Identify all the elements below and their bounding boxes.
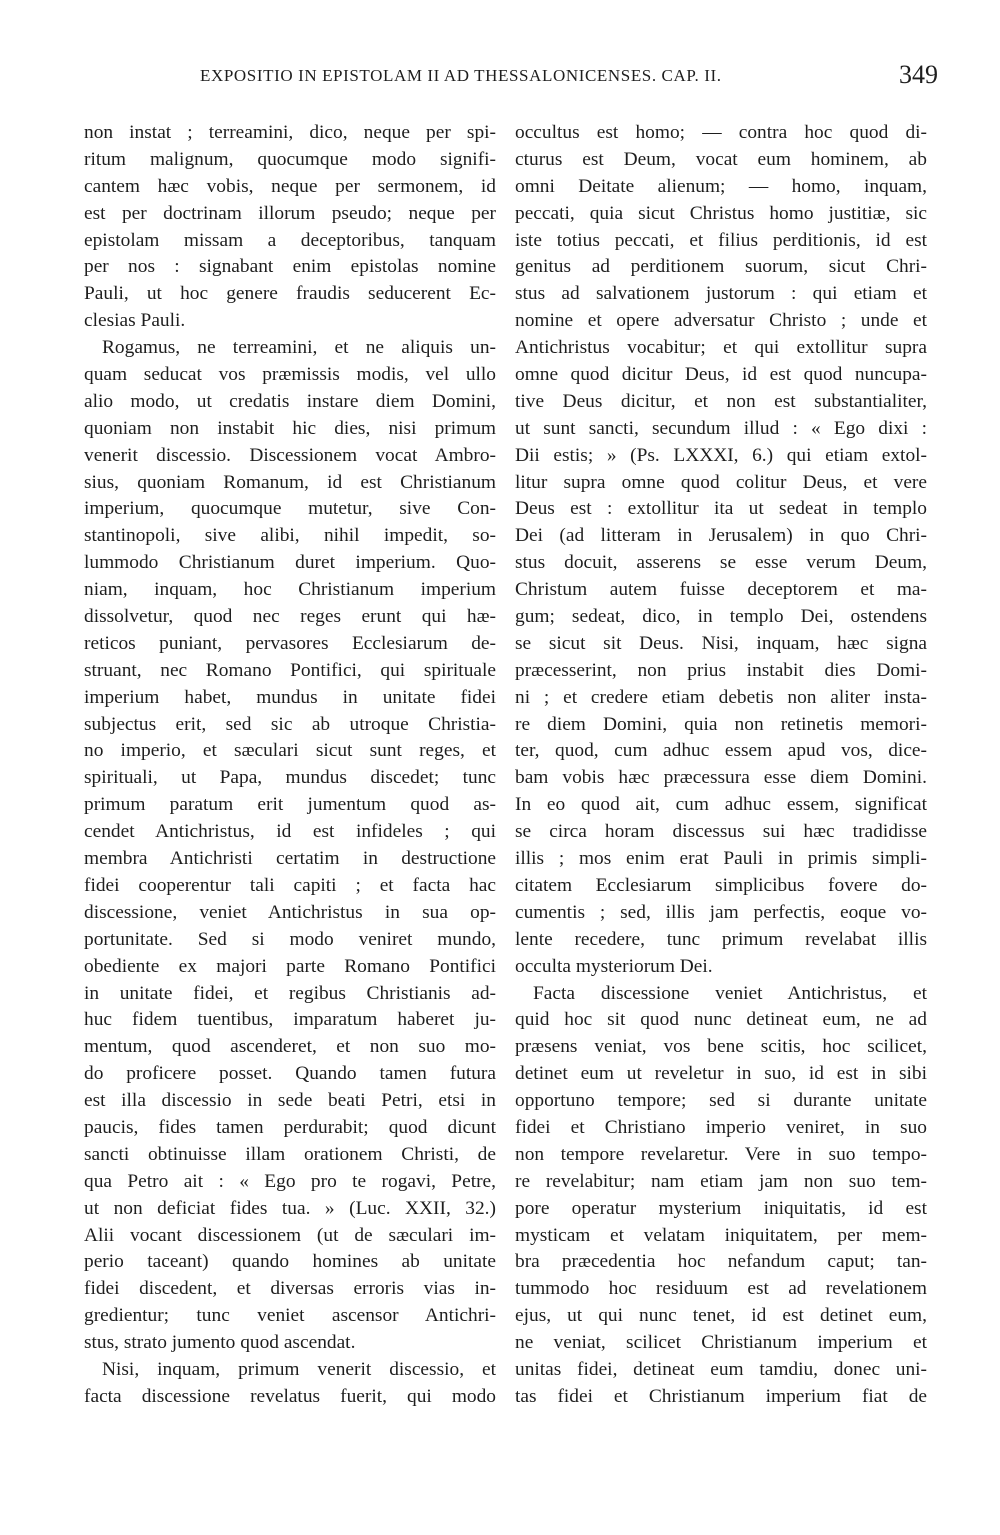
text-line: litur supra omne quod colitur Deus, et vere [515,471,927,493]
text-line: gredientur; tunc veniet ascensor Antichri- [84,1305,496,1327]
text-line: ni ; et credere etiam debetis non aliter insta- [515,686,927,708]
text-line: mysticam et velatam iniquitatem, per mem- [515,1224,927,1246]
text-line: stus, strato jumento quod ascendat. [84,1332,356,1354]
text-line: præcesserint, non prius instabit dies Domi- [515,659,927,681]
text-line: quid hoc sit quod nunc detineat eum, ne ad [515,1009,927,1031]
text-line: cantem hæc vobis, neque per sermonem, id [84,175,496,197]
text-line: stantinopoli, sive alibi, nihil impedit, so- [84,525,496,547]
text-line: Alii vocant discessionem (ut de sæculari im- [84,1224,496,1246]
text-line: est illa discessio in sede beati Petri, etsi in [84,1090,496,1112]
text-line: primum paratum erit jumentum quod as- [84,794,496,816]
text-line: genitus ad perditionem suorum, sicut Chri- [515,256,927,278]
text-line: omne quod dicitur Deus, id est quod nuncupa- [515,364,927,386]
text-line: peccati, quia sicut Christus homo justitiæ, sic [515,202,927,224]
text-line: se sicut sit Deus. Nisi, inquam, hæc signa [515,632,927,654]
text-line: cendet Antichristus, id est infideles ; qui [84,821,496,843]
text-line: lummodo Christianum duret imperium. Quo- [84,552,496,574]
text-line: fidei cooperentur tali capiti ; et facta hac [84,874,496,896]
text-line: tas fidei et Christianum imperium fiat de [515,1385,927,1407]
text-line: citatem Ecclesiarum simplicibus fovere do- [515,874,927,896]
text-line: ne veniat, scilicet Christianum imperium et [515,1332,927,1354]
text-line: gum; sedeat, dico, in templo Dei, ostendens [515,606,927,628]
text-line: cturus est Deum, vocat eum hominem, ab [515,148,927,170]
text-line: tive Deus dicitur, et non est substantialiter, [515,390,927,412]
text-line: spirituali, ut Papa, mundus discedet; tunc [84,767,496,789]
text-line: omni Deitate alienum; — homo, inquam, [515,175,927,197]
text-line: re revelabitur; nam etiam jam non suo tem- [515,1170,927,1192]
text-line: detinet eum ut reveletur in suo, id est in sibi [515,1063,927,1085]
text-line: nomine et opere adversatur Christo ; unde et [515,310,927,332]
text-line: subjectus erit, sed sic ab utroque Christia- [84,713,496,735]
text-line: re diem Domini, quia non retinetis memori- [515,713,927,735]
text-line: obediente ex majori parte Romano Pontifici [84,955,496,977]
text-line: do proficere posset. Quando tamen futura [84,1063,496,1085]
text-line: paucis, fides tamen perdurabit; quod dicunt [84,1116,496,1138]
text-line: Nisi, inquam, primum venerit discessio, et [102,1358,496,1380]
text-line: ritum malignum, quocumque modo signifi- [84,148,496,170]
text-line: discessione, veniet Antichristus in sua op- [84,901,496,923]
text-line: fidei discedent, et diversas erroris vias in- [84,1278,496,1300]
text-line: no imperio, et sæculari sicut sunt reges, et [84,740,496,762]
text-line: Dei (ad litteram in Jerusalem) in quo Chri- [515,525,927,547]
text-line: fidei et Christiano imperio veniret, in suo [515,1116,927,1138]
text-line: Facta discessione veniet Antichristus, et [533,982,927,1004]
text-line: bam vobis hæc præcessura esse diem Domini. [515,767,927,789]
text-line: per nos : signabant enim epistolas nomine [84,256,496,278]
text-line: se circa horam discessus sui hæc tradidisse [515,821,927,843]
text-line: sius, quoniam Romanum, id est Christianum [84,471,496,493]
text-line: cumentis ; sed, illis jam perfectis, eoque vo- [515,901,927,923]
text-line: reticos puniant, pervasores Ecclesiarum de- [84,632,496,654]
text-line: stus ad salvationem justorum : qui etiam et [515,283,927,305]
text-line: Christum autem fuisse deceptorem et ma- [515,579,927,601]
left-column [84,120,496,1411]
text-line: pore operatur mysterium iniquitatis, id est [515,1197,927,1219]
text-line: struant, nec Romano Pontifici, qui spirituale [84,659,496,681]
text-line: alio modo, ut credatis instare diem Domini, [84,390,496,412]
text-line: quam seducat vos præmissis modis, vel ullo [84,364,496,386]
text-line: stus docuit, asserens se esse verum Deum, [515,552,927,574]
text-line: sancti obtinuisse illam orationem Christi, de [84,1143,496,1165]
text-line: occulta mysteriorum Dei. [515,955,713,977]
text-line: ut sunt sancti, secundum illud : « Ego dixi : [515,417,927,439]
text-line: qua Petro ait : « Ego pro te rogavi, Petre, [84,1170,496,1192]
text-line: niam, inquam, hoc Christianum imperium [84,579,496,601]
text-line: illis ; mos enim erat Pauli in primis simpli- [515,848,927,870]
text-line: Deus est : extollitur ita ut sedeat in templo [515,498,927,520]
text-line: membra Antichristi certatim in destructione [84,848,496,870]
text-line: ut non deficiat fides tua. » (Luc. XXII, 32.) [84,1197,496,1219]
text-line: iste totius peccati, et filius perditionis, id est [515,229,927,251]
text-line: ter, quod, cum adhuc essem apud vos, dice- [515,740,927,762]
text-line: Rogamus, ne terreamini, et ne aliquis un- [102,337,496,359]
text-line: In eo quod ait, cum adhuc essem, significat [515,794,927,816]
text-line: præsens veniat, vos bene scitis, hoc scilicet, [515,1036,927,1058]
text-line: portunitate. Sed si modo veniret mundo, [84,928,496,950]
text-line: perio taceant) quando homines ab unitate [84,1251,496,1273]
text-line: imperium habet, mundus in unitate fidei [84,686,496,708]
page-number: 349 [899,60,938,89]
right-column [515,120,927,1411]
running-head: EXPOSITIO IN EPISTOLAM II AD THESSALONICENSES. CAP. II. [200,66,722,85]
text-line: quoniam non instabit hic dies, nisi primum [84,417,496,439]
text-line: facta discessione revelatus fuerit, qui modo [84,1385,496,1407]
text-line: occultus est homo; — contra hoc quod di- [515,122,927,143]
text-line: tummodo hoc residuum est ad revelationem [515,1278,927,1300]
text-line: clesias Pauli. [84,310,186,332]
text-line: Dii estis; » (Ps. LXXXI, 6.) qui etiam extol- [515,444,927,466]
text-line: est per doctrinam illorum pseudo; neque per [84,202,496,224]
text-line: unitas fidei, detineat eum tamdiu, donec uni- [515,1358,927,1380]
text-line: huc fidem tuentibus, imparatum haberet ju- [84,1009,496,1031]
text-line: dissolvetur, quod nec reges erunt qui hæ- [84,606,496,628]
text-line: bra præcedentia hoc nefandum caput; tan- [515,1251,927,1273]
text-line: Antichristus vocabitur; et qui extollitur supra [515,337,927,359]
text-line: lente recedere, tunc primum revelabat illis [515,928,927,950]
text-line: imperium, quocumque mutetur, sive Con- [84,498,496,520]
text-line: epistolam missam a deceptoribus, tanquam [84,229,496,251]
text-line: ejus, ut qui nunc tenet, id est detinet eum, [515,1305,927,1327]
text-line: Pauli, ut hoc genere fraudis seducerent Ec- [84,283,496,305]
text-line: non tempore revelaretur. Vere in suo tempo- [515,1143,927,1165]
text-line: opportuno tempore; sed si durante unitate [515,1090,927,1112]
text-line: venerit discessio. Discessionem vocat Ambro- [84,444,496,466]
text-line: non instat ; terreamini, dico, neque per spi- [84,122,496,143]
text-line: mentum, quod ascenderet, et non suo mo- [84,1036,496,1058]
text-line: in unitate fidei, et regibus Christianis ad- [84,982,496,1004]
